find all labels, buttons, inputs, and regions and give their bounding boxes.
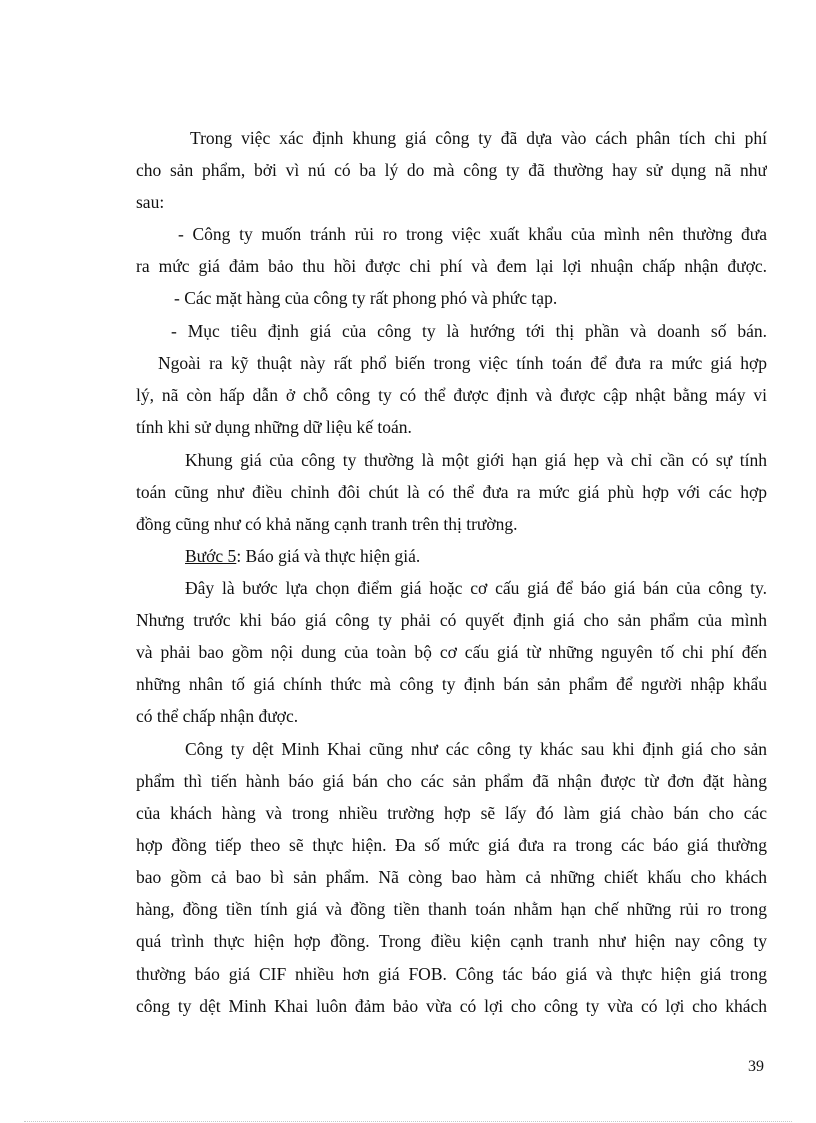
text-line: Khung giá của công ty thường là một giới hạn giá hẹp và chỉ cần có sự tính [185, 450, 767, 470]
text-line: Đây là bước lựa chọn điểm giá hoặc cơ cấu giá để báo giá bán của công ty. [185, 578, 767, 598]
text-line: và phải bao gồm nội dung của toàn bộ cơ cấu giá từ những nguyên tố chi phí đến [136, 642, 767, 662]
text-line: - Mục tiêu định giá của công ty là hướng tới thị phần và doanh số bán. [171, 321, 767, 341]
text-line: tính khi sử dụng những dữ liệu kế toán. [136, 417, 412, 437]
text-line: lý, nã còn hấp dẫn ở chỗ công ty có thể được định và được cập nhật bằng máy vi [136, 385, 767, 405]
text-line: của khách hàng và trong nhiều trường hợp sẽ lấy đó làm giá chào bán cho các [136, 803, 767, 823]
page-number: 39 [748, 1058, 764, 1075]
text-line: Công ty dệt Minh Khai cũng như các công ty khác sau khi định giá cho sản [185, 739, 767, 759]
text-line: công ty dệt Minh Khai luôn đảm bảo vừa có lợi cho công ty vừa có lợi cho khách [136, 996, 767, 1016]
text-line: toán cũng như điều chỉnh đôi chút là có thể đưa ra mức giá phù hợp với các hợp [136, 482, 767, 502]
text-line: Nhưng trước khi báo giá công ty phải có quyết định giá cho sản phẩm của mình [136, 610, 767, 630]
section-heading [185, 545, 767, 567]
text-line: có thể chấp nhận được. [136, 706, 299, 726]
text-line: sau: [136, 192, 165, 212]
text-line: phẩm thì tiến hành báo giá bán cho các sản phẩm đã nhận được từ đơn đặt hàng [136, 771, 767, 791]
text-line: đồng cũng như có khả năng cạnh tranh trên thị trường. [136, 514, 518, 534]
text-line: Trong việc xác định khung giá công ty đã dựa vào cách phân tích chi phí [190, 128, 767, 148]
page-divider [24, 1121, 792, 1122]
text-line: hợp đồng tiếp theo sẽ thực hiện. Đa số mức giá đưa ra trong các báo giá thường [136, 835, 767, 855]
text-line: ra mức giá đảm bảo thu hồi được chi phí và đem lại lợi nhuận chấp nhận được. [136, 256, 767, 276]
text-line: - Công ty muốn tránh rủi ro trong việc xuất khẩu của mình nên thường đưa [178, 224, 767, 244]
step-label: Bước 5 [185, 546, 237, 566]
text-line: quá trình thực hiện hợp đồng. Trong điều kiện cạnh tranh như hiện nay công ty [136, 931, 767, 951]
text-line: thường báo giá CIF nhiều hơn giá FOB. Công tác báo giá và thực hiện giá trong [136, 964, 767, 984]
text-line: những nhân tố giá chính thức mà công ty định bán sản phẩm để người nhập khẩu [136, 674, 767, 694]
text-line: bao gồm cả bao bì sản phẩm. Nã còng bao hàm cả những chiết khấu cho khách [136, 867, 767, 887]
text-line: cho sản phẩm, bởi vì nú có ba lý do mà công ty đã thường hay sử dụng nã như [136, 160, 767, 180]
text-line: hàng, đồng tiền tính giá và đồng tiền thanh toán nhằm hạn chế những rủi ro trong [136, 899, 767, 919]
text-line: Ngoài ra kỹ thuật này rất phổ biến trong việc tính toán để đưa ra mức giá hợp [158, 353, 767, 373]
step-title: : Báo giá và thực hiện giá. [236, 546, 421, 566]
text-line: - Các mặt hàng của công ty rất phong phó và phức tạp. [174, 288, 558, 308]
